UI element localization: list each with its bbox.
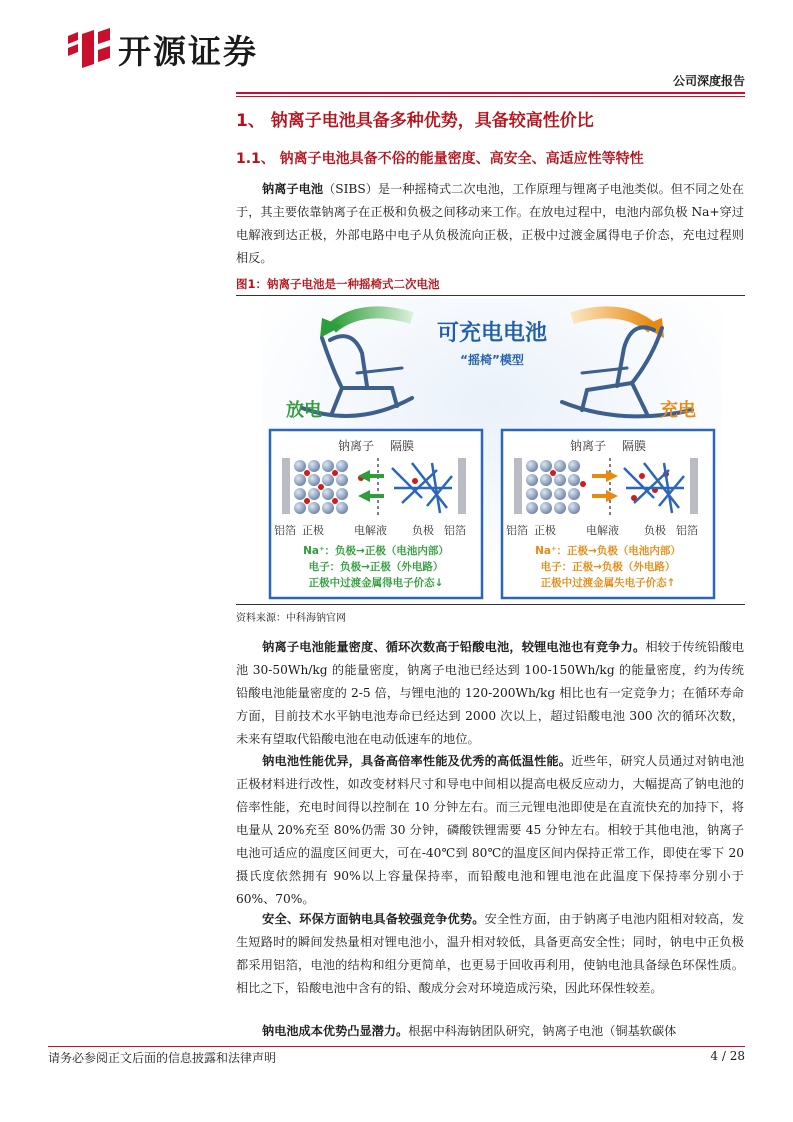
paragraph-lead: 钠电池性能优异，具备高倍率性能及优秀的高低温性能。 (262, 754, 572, 768)
subsection-heading: 1.1、 钠离子电池具备不俗的能量密度、高安全、高适应性等特性 (236, 151, 644, 167)
figure-bottom-rule (236, 604, 745, 605)
paragraph-performance (236, 750, 744, 911)
paragraph-safety (236, 908, 744, 1000)
discharge-line-1: Na⁺：负极→正极（电池内部） (303, 545, 449, 557)
charge-line-3: 正极中过渡金属失电子价态↑ (540, 577, 676, 589)
paragraph-text: 安全性方面，由于钠离子电池内阻相对较高，发生短路时的瞬间发热量相对锂电池小，温升相对较低，具备更高安全性；同时，钠电中正负极都采用铝箔，电池的结构和组分更简单，也更易于回收再利用，使钠电池具备绿色环保性质。相比之下，铅酸电池中含有的铅、酸成分会对环境造成污染，因此环保性较差。 (236, 912, 745, 995)
label-al-right-1: 铝箔 (506, 524, 528, 537)
paragraph-energy-density (236, 636, 744, 751)
header-divider (236, 92, 745, 94)
page-number: 4 / 28 (710, 1049, 745, 1063)
paragraph-lead: 安全、环保方面钠电具备较强竞争优势。 (262, 912, 485, 926)
intro-lead: 钠离子电池 (262, 182, 324, 196)
footer-disclaimer: 请务必参阅正文后面的信息披露和法律声明 (48, 1051, 277, 1065)
ion-label-right: 钠离子 (570, 439, 607, 453)
center-title: 可充电电池 (436, 321, 548, 346)
ion-label-left: 钠离子 (338, 439, 375, 453)
paragraph-text: 近些年，研究人员通过对钠电池正极材料进行改性，如改变材料尺寸和导电中间相以提高电极反应动力，大幅提高了钠电池的倍率性能，充电时间得以控制在 10 分钟左右。而三元锂电池即使是在直流快充的加持下，将电量从 20%充至 80%仍需 30 分钟，磷酸铁锂需要 45 分钟左右。相较于其他电池，钠离子电池可适应的温度区间更大，可在-40℃到 80℃的温度区间内保持正常工作，即使在零下 20 摄氏度依然拥有 90%以上容量保持率，而铅酸电池和锂电池在此温度下保持率分别小于 60%、70%。 (236, 754, 745, 906)
charge-panel (502, 430, 714, 598)
label-cathode-left: 正极 (302, 524, 324, 537)
paragraph-lead: 钠离子电池能量密度、循环次数高于铅酸电池，较锂电池也有竞争力。 (262, 640, 646, 654)
footer-divider (48, 1046, 745, 1047)
separator-label-left: 隔膜 (390, 439, 415, 453)
doc-type-label: 公司深度报告 (672, 74, 745, 88)
label-cathode-right: 正极 (534, 524, 556, 537)
brand-logo-icon (64, 28, 112, 68)
paragraph-cost (236, 1020, 744, 1043)
label-al-right-2: 铝箔 (676, 524, 698, 537)
intro-text: （SIBS）是一种摇椅式二次电池，工作原理与锂离子电池类似。但不同之处在于，其主要依靠钠离子在正极和负极之间移动来工作。在放电过程中，电池内部负极 Na+穿过电解液到达正极，外部电路中电子从负极流向正极，正极中过渡金属得电子价态，充电过程则相反。 (236, 182, 744, 265)
brand-name: 开源证券 (118, 32, 258, 71)
discharge-line-2: 电子：负极→正极（外电路） (308, 561, 444, 573)
section-heading: 1、 钠离子电池具备多种优势，具备较高性价比 (236, 111, 594, 131)
label-al-left-2: 铝箔 (444, 524, 466, 537)
paragraph-text: 根据中科海钠团队研究，钠离子电池（铜基软碳体 (408, 1024, 677, 1038)
charge-label: 充电 (660, 400, 696, 421)
intro-paragraph (236, 178, 744, 270)
paragraph-lead: 钠电池成本优势凸显潜力。 (262, 1024, 409, 1038)
figure-top-rule (236, 295, 745, 296)
center-subtitle: “摇椅”模型 (460, 353, 524, 367)
separator-label-right: 隔膜 (622, 439, 647, 453)
label-anode-right: 负极 (644, 524, 666, 537)
paragraph-text: 相较于传统铅酸电池 30-50Wh/kg 的能量密度，钠离子电池已经达到 100-150Wh/kg 的能量密度，约为传统铅酸电池能量密度的 2-5 倍，与锂电池的 120-200Wh/kg 相比也有一定竞争力；在循环寿命方面，目前技术水平钠电池寿命已经达到 2000 次以上，超过铅酸电池 300 次的循环次数，未来有望取代铅酸电池在电动低速车的地位。 (236, 640, 745, 746)
label-al-left-1: 铝箔 (274, 524, 296, 537)
charge-line-2: 电子：正极→负极（外电路） (540, 561, 676, 573)
figure-title: 图1：钠离子电池是一种摇椅式二次电池 (236, 277, 440, 291)
label-electrolyte-right: 电解液 (586, 524, 619, 537)
label-electrolyte-left: 电解液 (354, 524, 387, 537)
figure-source: 资料来源：中科海钠官网 (236, 613, 346, 624)
header-divider-thin (236, 96, 745, 97)
rocking-chair-diagram (262, 298, 722, 602)
discharge-line-3: 正极中过渡金属得电子价态↓ (308, 577, 444, 589)
label-anode-left: 负极 (412, 524, 434, 537)
charge-line-1: Na⁺：正极→负极（电池内部） (535, 545, 681, 557)
discharge-panel (270, 430, 482, 598)
discharge-label: 放电 (286, 400, 322, 421)
